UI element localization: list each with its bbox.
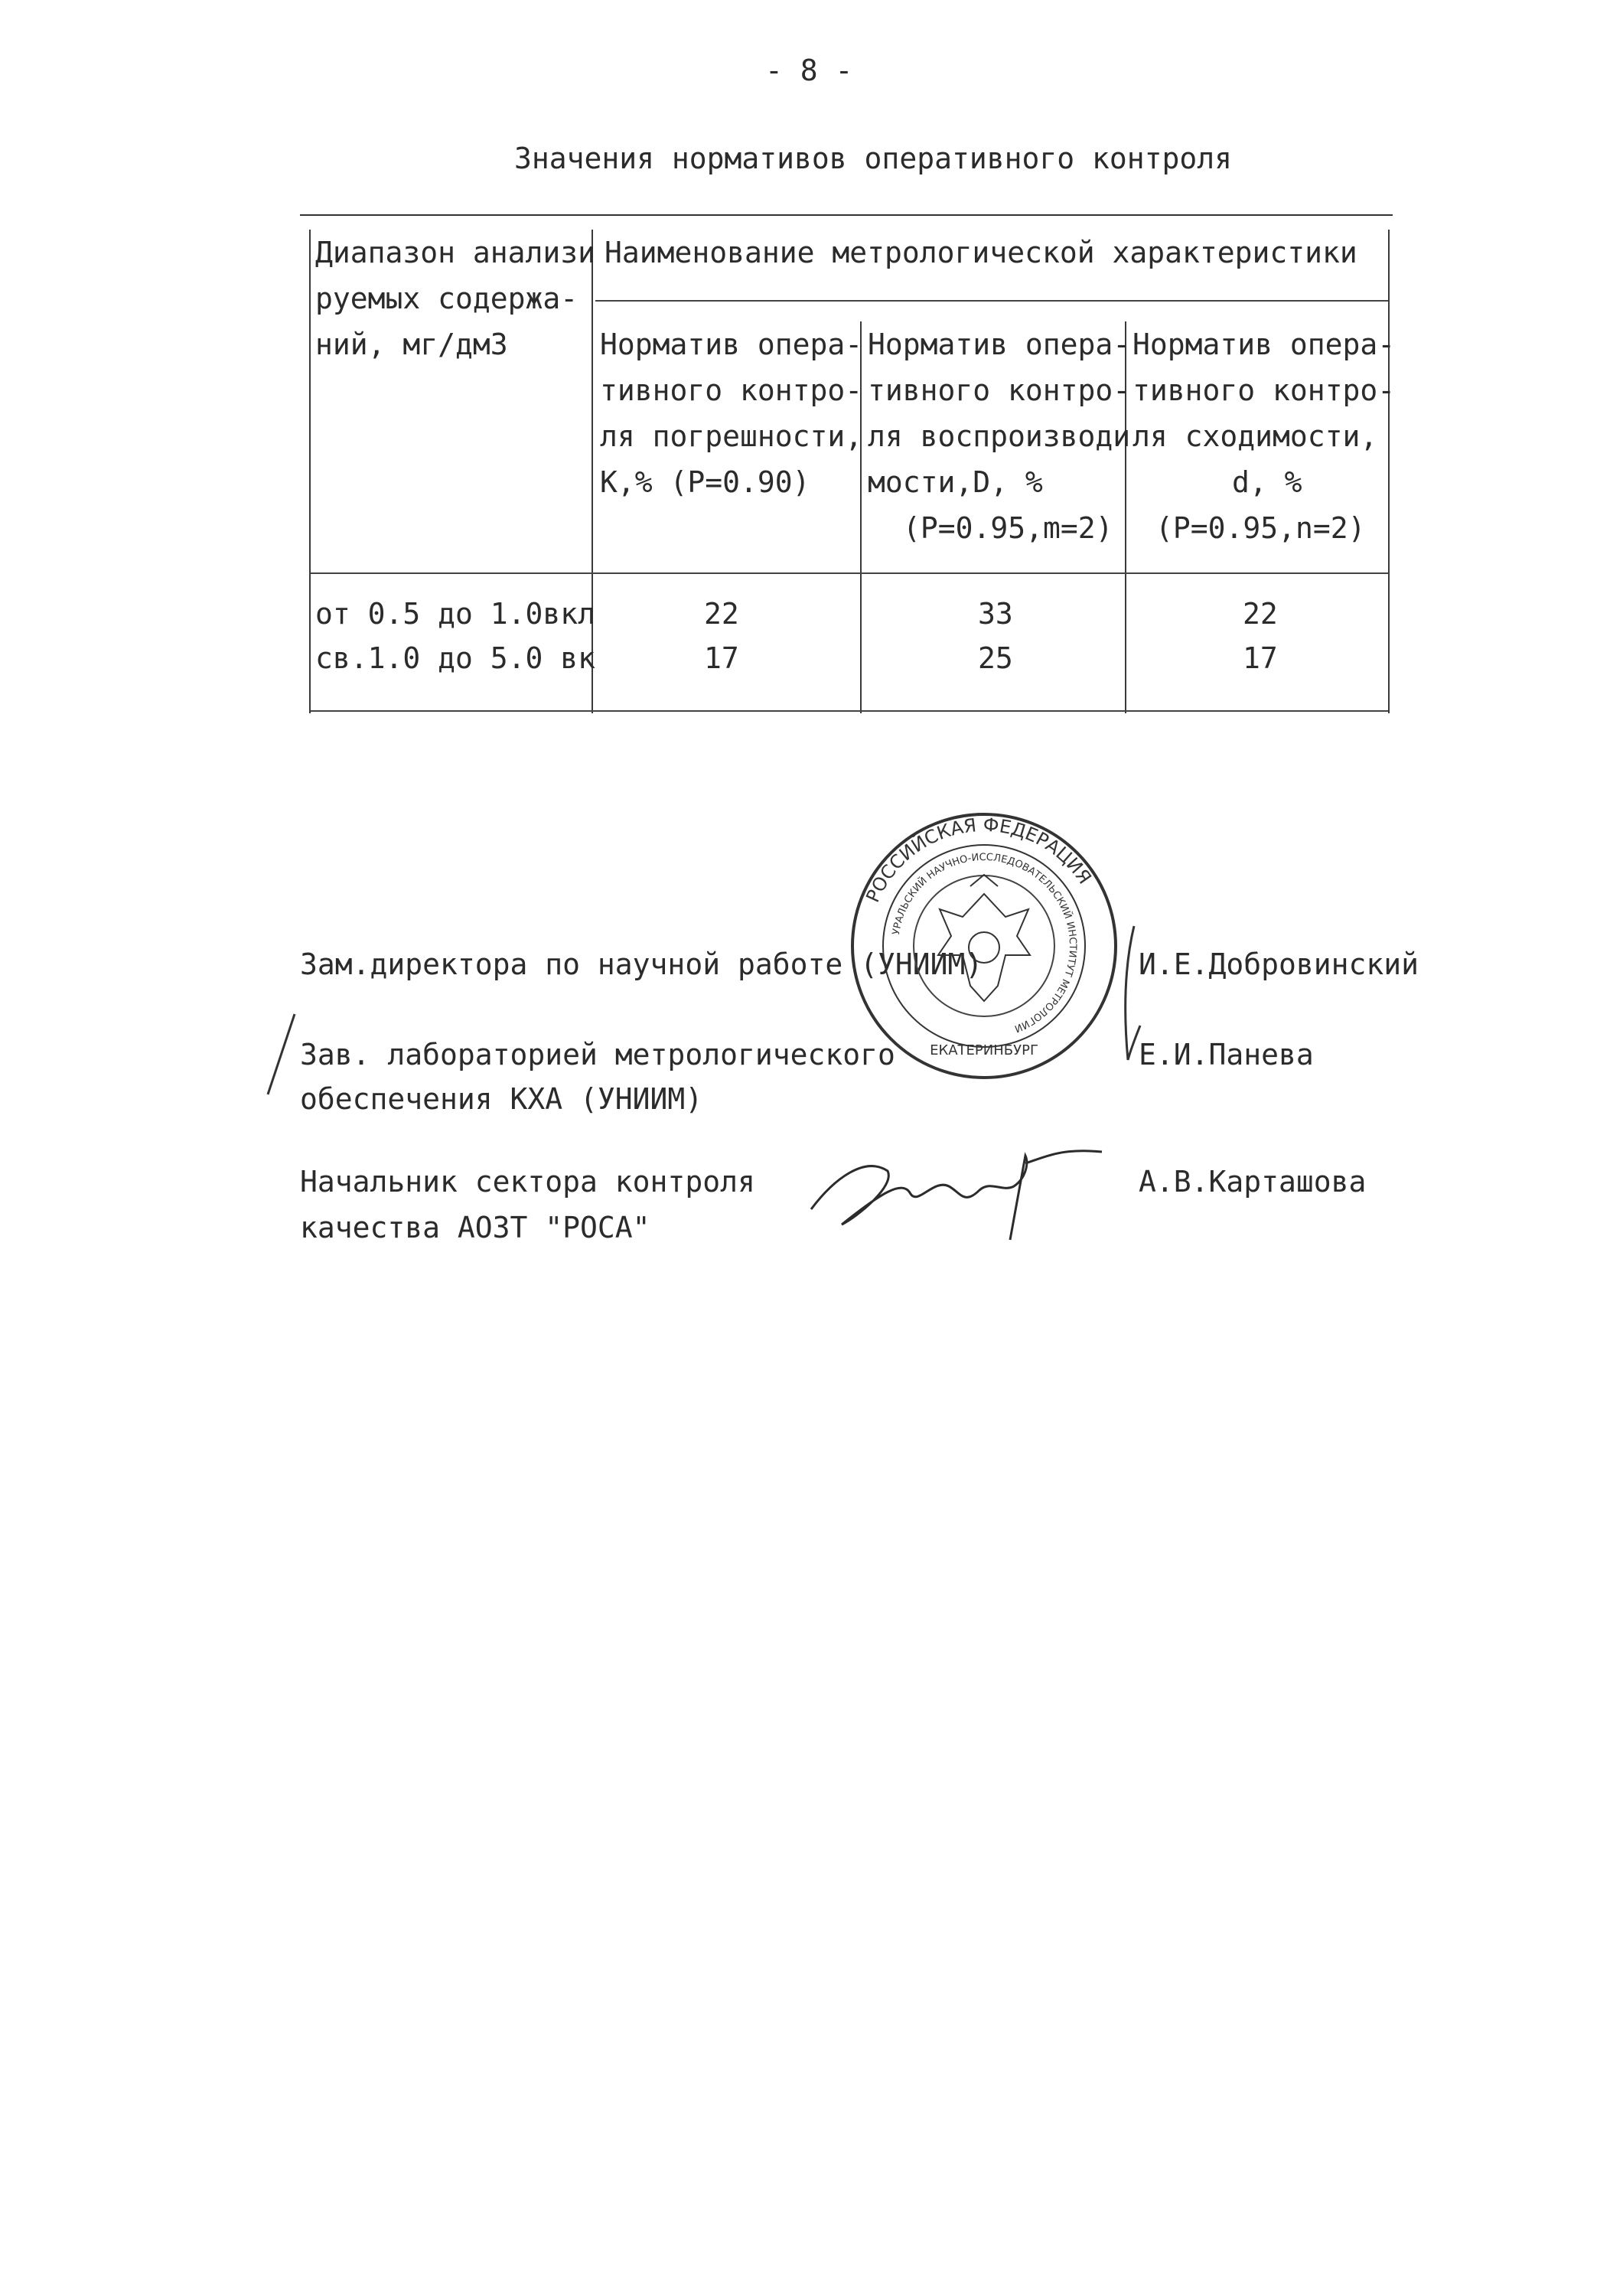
signer-1-name: И.Е.Добровинский xyxy=(1139,947,1419,981)
col3-header-line-4: мости,D, % xyxy=(868,465,1043,499)
col3-header-line-1: Норматив опера- xyxy=(868,328,1131,361)
signer-2-name: Е.И.Панева xyxy=(1139,1038,1314,1071)
col1-header-line-1: Диапазон анализи xyxy=(315,236,596,269)
col4-header-line-4: d, % xyxy=(1232,465,1302,499)
row2-D: 25 xyxy=(978,641,1013,675)
group-header-rule xyxy=(595,300,1388,302)
signer-1-position: Зам.директора по научной работе (УНИИМ) xyxy=(300,947,983,981)
col4-header-line-2: тивного контро- xyxy=(1133,373,1396,407)
col4-header-line-5: (P=0.95,n=2) xyxy=(1155,511,1366,545)
signer-3-name: А.В.Карташова xyxy=(1139,1165,1367,1199)
row2-d: 17 xyxy=(1243,641,1278,675)
col2-header-line-3: ля погрешности, xyxy=(600,419,863,453)
signer-3-position-line-2: качества АОЗТ "РОСА" xyxy=(300,1211,650,1244)
seal-city: ЕКАТЕРИНБУРГ xyxy=(930,1042,1038,1058)
col4-header-line-1: Норматив опера- xyxy=(1133,328,1396,361)
seal-inner-text: УРАЛЬСКИЙ НАУЧНО-ИССЛЕДОВАТЕЛЬСКИЙ ИНСТИТУТ МЕТРОЛОГИИ xyxy=(890,851,1079,1035)
header-bottom-rule xyxy=(311,572,1388,574)
col1-header-line-3: ний, мг/дм3 xyxy=(315,328,508,361)
signer-3-position-line-1: Начальник сектора контроля xyxy=(300,1165,755,1199)
col4-header-line-3: ля сходимости, xyxy=(1133,419,1378,453)
table-title: Значения нормативов оперативного контроля xyxy=(514,142,1232,175)
page-number: - 8 - xyxy=(765,54,853,87)
col3-header-line-5: (P=0.95,m=2) xyxy=(903,511,1113,545)
col1-header-line-2: руемых содержа- xyxy=(315,282,578,315)
handwritten-mark xyxy=(260,1010,306,1102)
group-header: Наименование метрологической характеристики xyxy=(605,236,1357,269)
signer-2-position-line-1: Зав. лабораторией метрологического xyxy=(300,1038,895,1071)
col2-header-line-2: тивного контро- xyxy=(600,373,863,407)
row2-range: св.1.0 до 5.0 вк xyxy=(315,641,596,675)
table-right-border xyxy=(1388,230,1390,713)
eagle-emblem-icon xyxy=(938,875,1030,1001)
row1-D: 33 xyxy=(978,597,1013,631)
table-left-border xyxy=(309,230,311,713)
row1-range: от 0.5 до 1.0вкл xyxy=(315,597,596,631)
row1-k: 22 xyxy=(704,597,739,631)
svg-text:УРАЛЬСКИЙ НАУЧНО-ИССЛЕДОВАТЕЛЬ xyxy=(891,852,1078,1034)
col3-header-line-3: ля воспроизводи xyxy=(868,419,1131,453)
signature-kartashova xyxy=(796,1133,1117,1247)
table-top-rule xyxy=(300,214,1393,216)
col3-header-line-2: тивного контро- xyxy=(868,373,1131,407)
row2-k: 17 xyxy=(704,641,739,675)
table-bottom-rule xyxy=(311,710,1388,712)
row1-d: 22 xyxy=(1243,597,1278,631)
official-seal xyxy=(848,810,1120,1082)
col2-header-line-1: Норматив опера- xyxy=(600,328,863,361)
col2-header-line-4: К,% (P=0.90) xyxy=(600,465,810,499)
signer-2-position-line-2: обеспечения КХА (УНИИМ) xyxy=(300,1082,703,1116)
seal-outer-text: РОССИЙСКАЯ ФЕДЕРАЦИЯ xyxy=(862,814,1096,906)
signature-stroke-1 xyxy=(1117,918,1148,1071)
